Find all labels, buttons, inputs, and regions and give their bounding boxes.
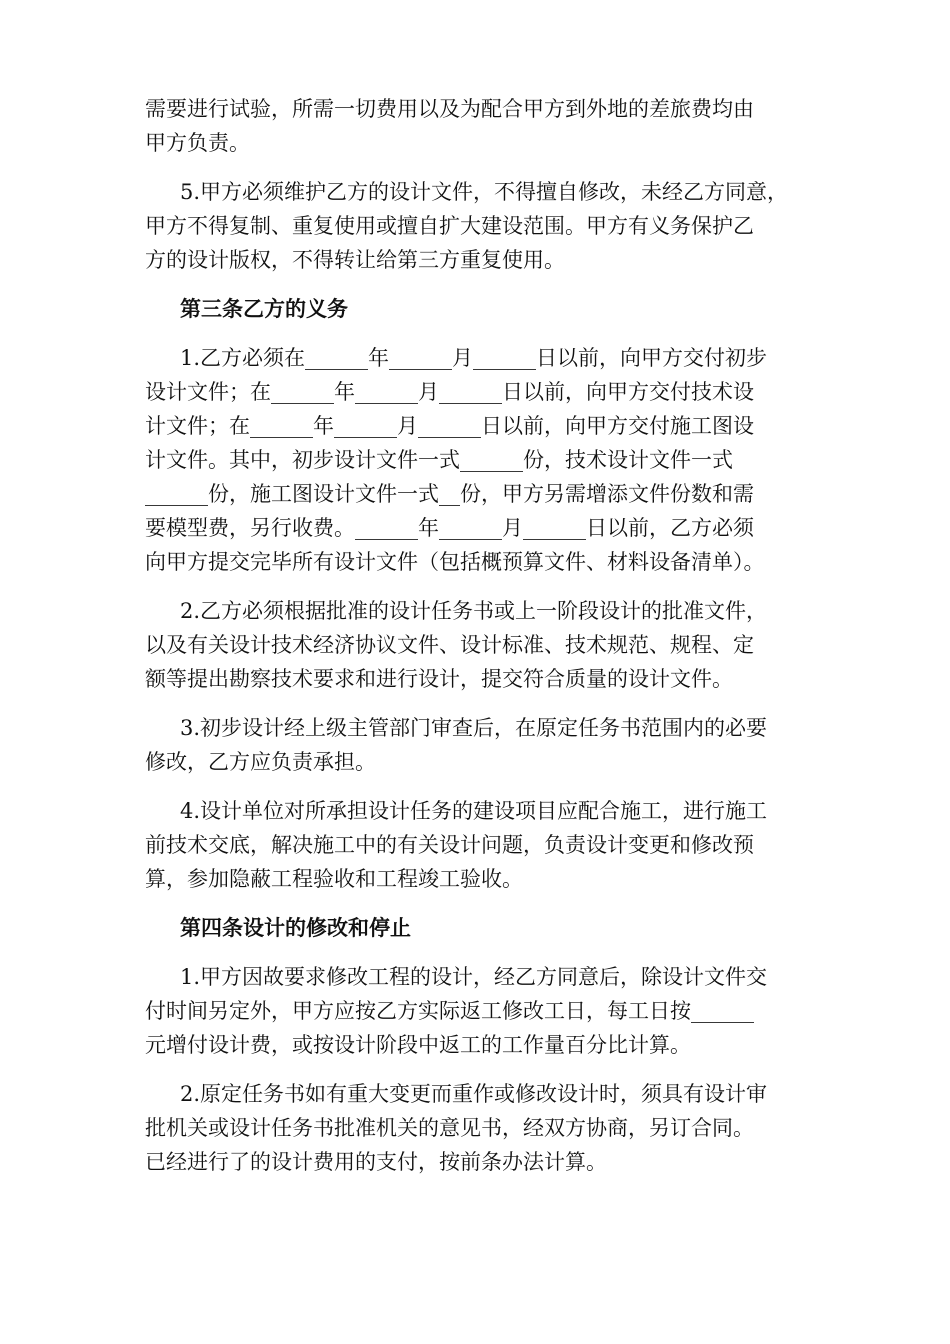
- contract-text: [145, 92, 807, 1179]
- text-line: 需要进行试验，所需一切费用以及为配合甲方到外地的差旅费均由: [145, 97, 754, 121]
- text-line: 计文件。其中，初步设计文件一式______份，技术设计文件一式: [145, 448, 733, 472]
- text-line: 算，参加隐蔽工程验收和工程竣工验收。: [145, 867, 523, 891]
- text-line: 向甲方提交完毕所有设计文件（包括概预算文件、材料设备清单）。: [145, 550, 765, 574]
- text-line: 3.初步设计经上级主管部门审查后，在原定任务书范围内的必要: [180, 716, 768, 740]
- text-line: 修改，乙方应负责承担。: [145, 750, 376, 774]
- paragraph-clause-5: [145, 175, 807, 277]
- section-heading-article-4: 第四条设计的修改和停止: [180, 915, 411, 940]
- text-line: 甲方不得复制、重复使用或擅自扩大建设范围。甲方有义务保护乙: [145, 214, 754, 238]
- text-line: 甲方负责。: [145, 131, 250, 155]
- section-heading-article-3: 第三条乙方的义务: [180, 296, 348, 321]
- text-line: 付时间另定外，甲方应按乙方实际返工修改工日，每工日按______: [145, 999, 754, 1023]
- paragraph-article-4-item-1: [145, 960, 807, 1062]
- paragraph-article-4-item-2: [145, 1077, 807, 1179]
- text-line: 以及有关设计技术经济协议文件、设计标准、技术规范、规程、定: [145, 633, 754, 657]
- text-line: 已经进行了的设计费用的支付，按前条办法计算。: [145, 1150, 607, 1174]
- text-line: 计文件；在______年______月______日以前，向甲方交付施工图设: [145, 414, 754, 438]
- text-line: 4.设计单位对所承担设计任务的建设项目应配合施工，进行施工: [180, 799, 768, 823]
- text-line: 方的设计版权，不得转让给第三方重复使用。: [145, 248, 565, 272]
- text-line: 额等提出勘察技术要求和进行设计，提交符合质量的设计文件。: [145, 667, 733, 691]
- text-line: 批机关或设计任务书批准机关的意见书，经双方协商，另订合同。: [145, 1116, 754, 1140]
- text-line: ______份，施工图设计文件一式__份，甲方另需增添文件份数和需: [145, 482, 754, 506]
- text-line: 1.乙方必须在______年______月______日以前，向甲方交付初步: [180, 346, 768, 370]
- text-line: 5.甲方必须维护乙方的设计文件，不得擅自修改，未经乙方同意，: [180, 180, 789, 204]
- paragraph-article-3-item-1: [145, 341, 807, 579]
- text-line: 2.乙方必须根据批准的设计任务书或上一阶段设计的批准文件，: [180, 599, 768, 623]
- paragraph-article-3-item-3: [145, 711, 807, 779]
- paragraph-article-3-item-4: [145, 794, 807, 896]
- text-line: 要模型费，另行收费。______年______月______日以前，乙方必须: [145, 516, 754, 540]
- text-line: 元增付设计费，或按设计阶段中返工的工作量百分比计算。: [145, 1033, 691, 1057]
- text-line: 2.原定任务书如有重大变更而重作或修改设计时，须具有设计审: [180, 1082, 768, 1106]
- text-line: 1.甲方因故要求修改工程的设计，经乙方同意后，除设计文件交: [180, 965, 768, 989]
- text-line: 前技术交底，解决施工中的有关设计问题，负责设计变更和修改预: [145, 833, 754, 857]
- text-line: 设计文件；在______年______月______日以前，向甲方交付技术设: [145, 380, 754, 404]
- paragraph-continued: [145, 92, 807, 160]
- paragraph-article-3-item-2: [145, 594, 807, 696]
